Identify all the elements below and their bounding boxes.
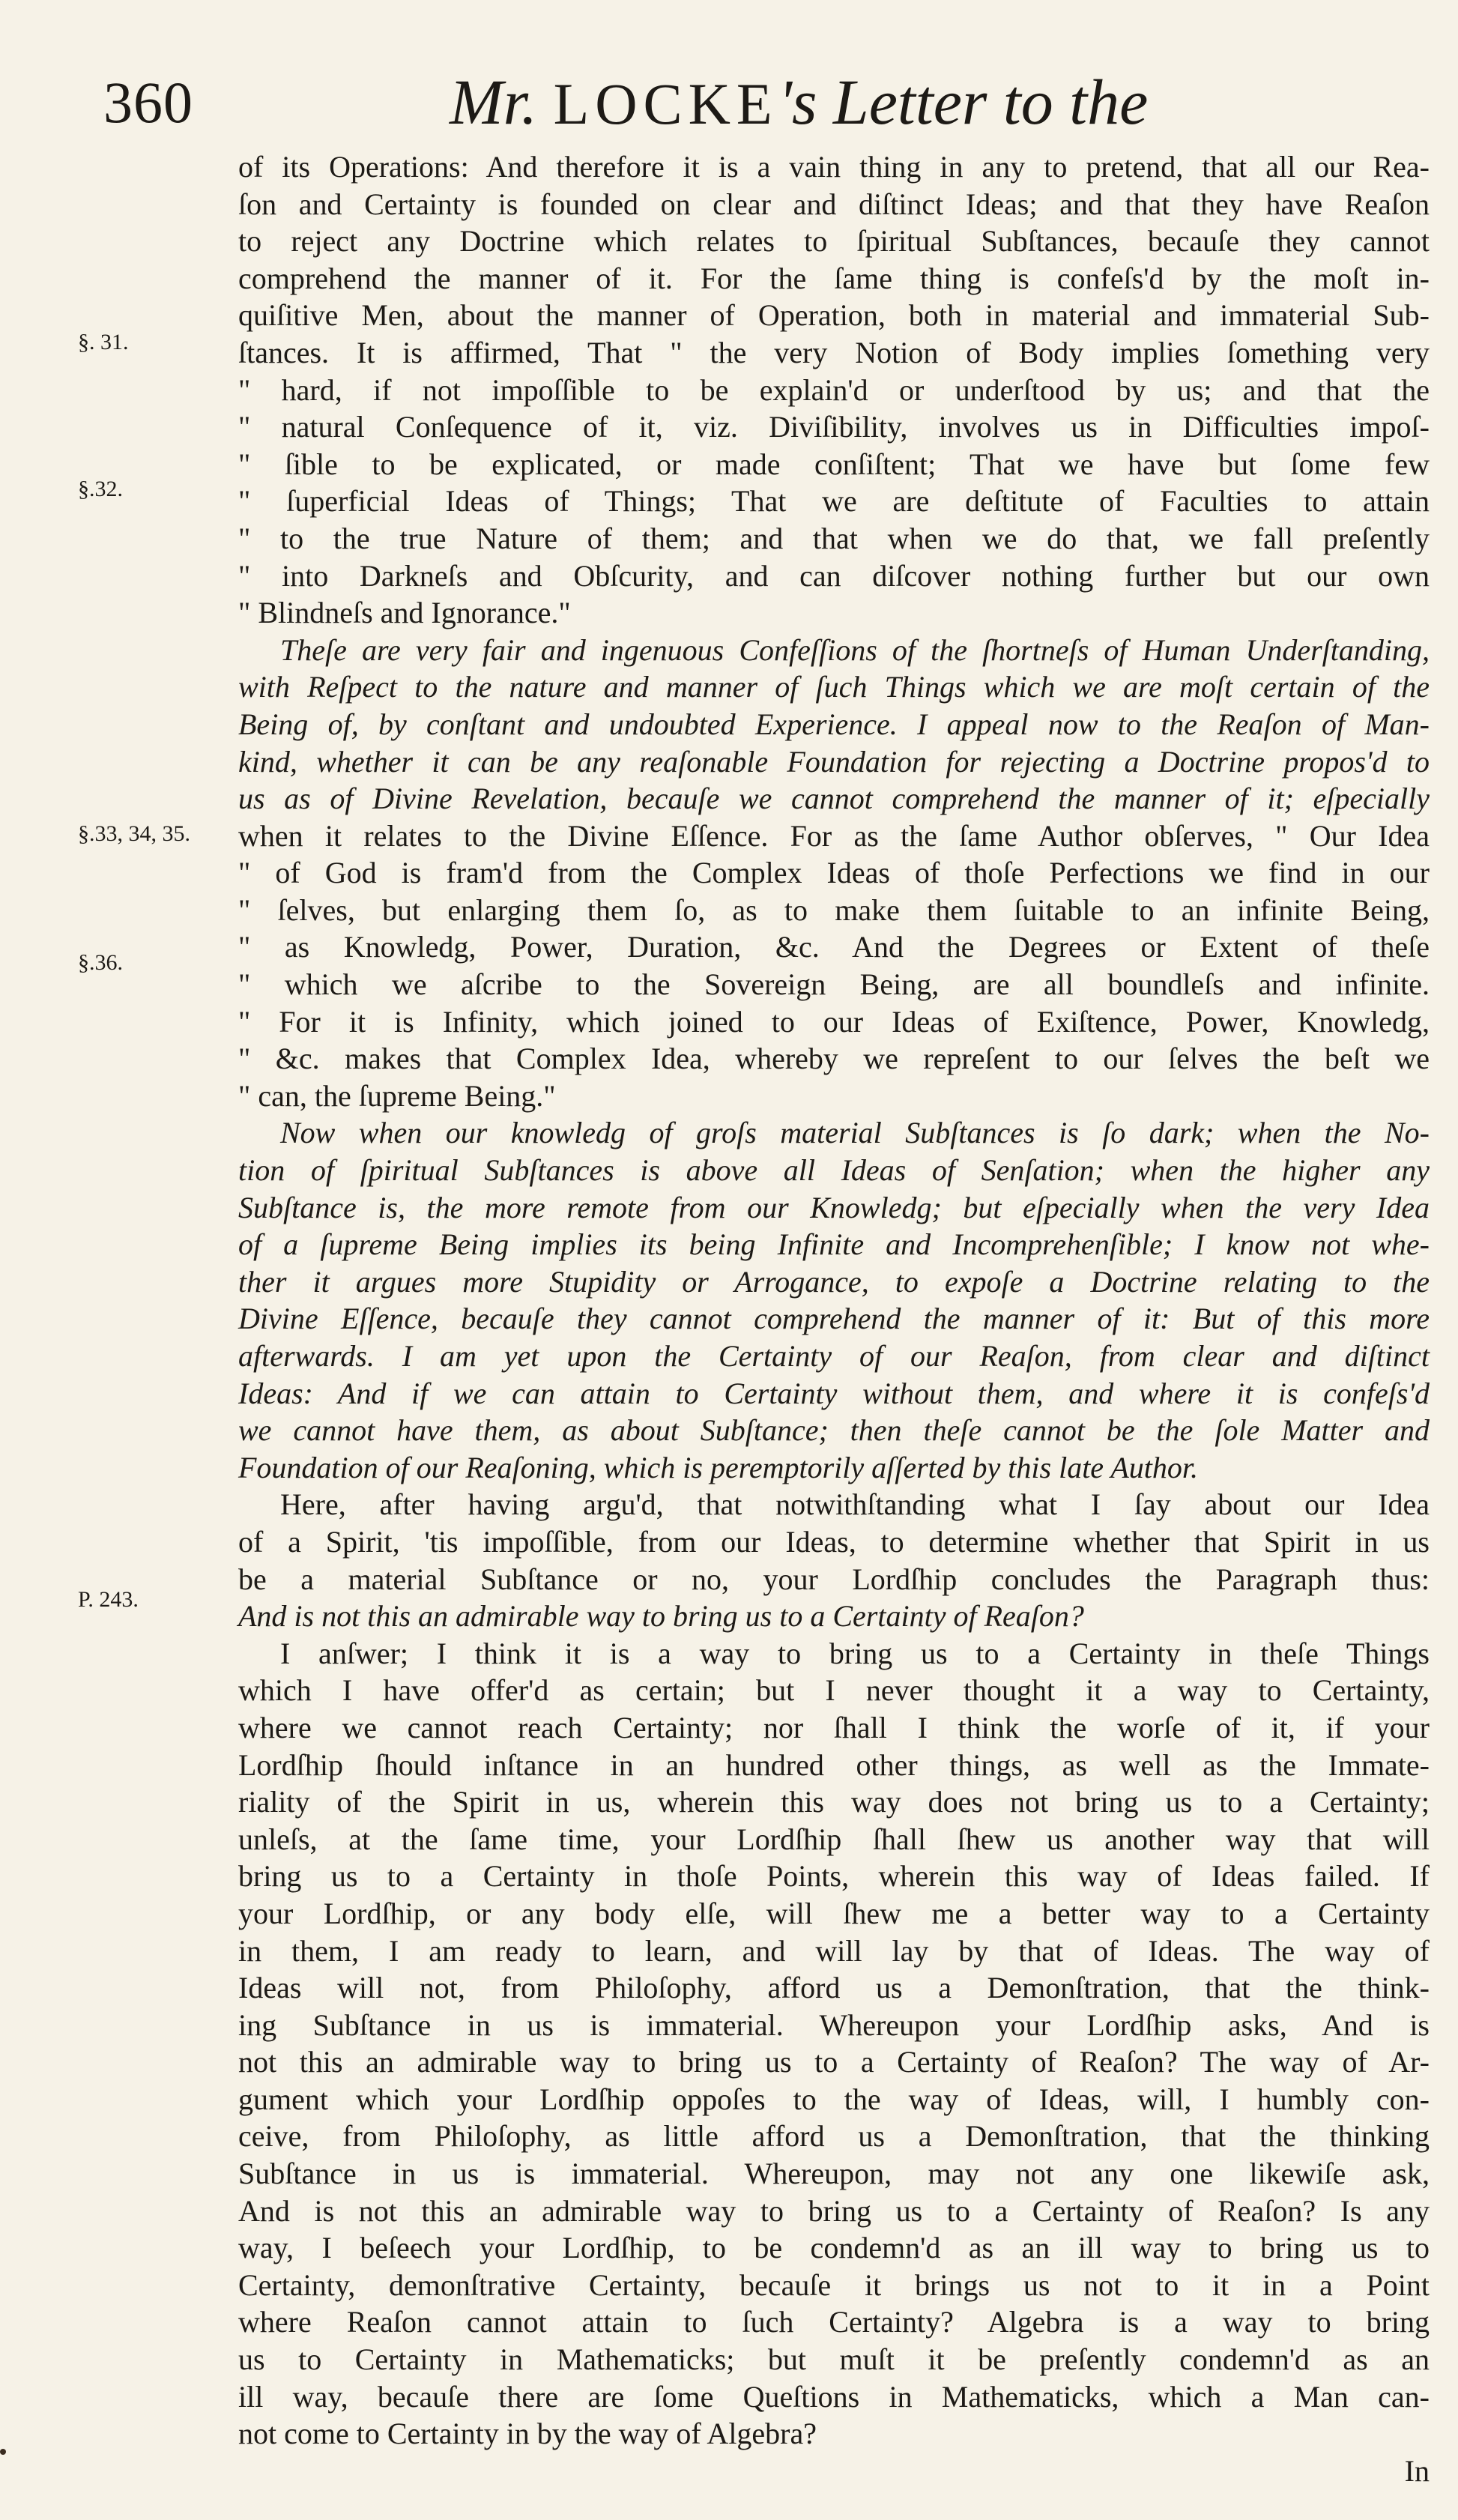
margin-note-s33-35: §.33, 34, 35. bbox=[78, 821, 190, 846]
text-line: unleſs, at the ſame time, your Lordſhip ſhall ſhew us another way that will bbox=[238, 1822, 1430, 1856]
text-line: comprehend the manner of it. For the ſame thing is confeſs'd by the moſt in- bbox=[238, 261, 1430, 295]
text-line: " can, the ſupreme Being." bbox=[238, 1078, 556, 1113]
margin-note-s36: §.36. bbox=[78, 950, 123, 975]
text-line: " which we aſcribe to the Sovereign Being, are all boundleſs and infinite. bbox=[238, 967, 1430, 1002]
text-line: " For it is Infinity, which joined to our Ideas of Exiſtence, Power, Knowledg, bbox=[238, 1004, 1430, 1039]
text-line: not this an admirable way to bring us to a Certainty of Reaſon? The way of Ar- bbox=[238, 2045, 1430, 2079]
text-line: which I have offer'd as certain; but I never thought it a way to Certainty, bbox=[238, 1673, 1430, 1708]
text-line: " as Knowledg, Power, Duration, &c. And the Degrees or Extent of theſe bbox=[238, 930, 1430, 964]
running-head bbox=[450, 64, 1148, 139]
text-line: ſtances. It is affirmed, That " the very Notion of Body implies ſomething very bbox=[238, 335, 1430, 369]
text-line: " of God is fram'd from the Complex Ideas of thoſe Perfections we find in our bbox=[238, 856, 1430, 890]
text-line: afterwards. I am yet upon the Certainty of our Reaſon, from clear and diſtinct bbox=[238, 1339, 1430, 1373]
text-line: tion of ſpiritual Subſtances is above all Ideas of Senſation; when the higher any bbox=[238, 1153, 1430, 1188]
text-line: Theſe are very fair and ingenuous Confeſſions of the ſhortneſs of Human Underſtanding, bbox=[280, 632, 1430, 667]
text-line: Being of, by conſtant and undoubted Experience. I appeal now to the Reaſon of Man- bbox=[238, 707, 1430, 741]
running-head-prefix: Mr. bbox=[450, 66, 554, 138]
text-line: Ideas will not, from Philoſophy, afford us a Demonſtration, that the think- bbox=[238, 1971, 1430, 2005]
text-line: And is not this an admirable way to bring us to a Certainty of Reaſon? bbox=[238, 1599, 1084, 1634]
text-line: where Reaſon cannot attain to ſuch Certainty? Algebra is a way to bring bbox=[238, 2305, 1430, 2339]
text-line: bring us to a Certainty in thoſe Points, wherein this way of Ideas failed. If bbox=[238, 1859, 1430, 1894]
text-line: of a Spirit, 'tis impoſſible, from our Ideas, to determine whether that Spirit in us bbox=[238, 1524, 1430, 1559]
text-line: when it relates to the Divine Eſſence. For as the ſame Author obſerves, " Our Idea bbox=[238, 818, 1430, 853]
text-line: ther it argues more Stupidity or Arrogance, to expoſe a Doctrine relating to the bbox=[238, 1264, 1430, 1299]
paragraph-5 bbox=[238, 1635, 1430, 2453]
text-line: of its Operations: And therefore it is a vain thing in any to pretend, that all our Rea- bbox=[238, 150, 1430, 184]
text-line: kind, whether it can be any reaſonable Foundation for rejecting a Doctrine propos'd to bbox=[238, 744, 1430, 779]
text-line: with Reſpect to the nature and manner of ſuch Things which we are moſt certain of the bbox=[238, 670, 1430, 704]
text-line: Ideas: And if we can attain to Certainty without them, and where it is confeſs'd bbox=[238, 1376, 1430, 1410]
paragraph-3 bbox=[238, 1114, 1430, 1486]
text-line: be a material Subſtance or no, your Lordſhip concludes the Paragraph thus: bbox=[238, 1562, 1430, 1596]
text-line: gument which your Lordſhip oppoſes to the way of Ideas, will, I humbly con- bbox=[238, 2082, 1430, 2116]
text-line: Lordſhip ſhould inſtance in an hundred other things, as well as the Immate- bbox=[238, 1747, 1430, 1782]
text-line: ceive, from Philoſophy, as little afford us a Demonſtration, that the thinking bbox=[238, 2119, 1430, 2154]
text-line: us to Certainty in Mathematicks; but muſt it be preſently condemn'd as an bbox=[238, 2342, 1430, 2377]
text-line: " &c. makes that Complex Idea, whereby we repreſent to our ſelves the beſt we bbox=[238, 1042, 1430, 1076]
text-line: " ſuperficial Ideas of Things; That we are deſtitute of Faculties to attain bbox=[238, 484, 1430, 519]
text-line: " hard, if not impoſſible to be explain'd or underſtood by us; and that the bbox=[238, 372, 1430, 407]
text-line: quiſitive Men, about the manner of Operation, both in material and immaterial Sub- bbox=[238, 298, 1430, 333]
text-line: in them, I am ready to learn, and will lay by that of Ideas. The way of bbox=[238, 1933, 1430, 1968]
paragraph-1 bbox=[238, 148, 1430, 632]
text-line: " into Darkneſs and Obſcurity, and can diſcover nothing further but our own bbox=[238, 558, 1430, 593]
text-line: Now when our knowledg of groſs material Subſtances is ſo dark; when the No- bbox=[280, 1116, 1430, 1150]
page-body bbox=[238, 148, 1430, 2489]
text-line: ill way, becauſe there are ſome Queſtions in Mathematicks, which a Man can- bbox=[238, 2379, 1430, 2414]
margin-note-p243: P. 243. bbox=[78, 1587, 139, 1612]
text-line: " ſelves, but enlarging them ſo, as to make them ſuitable to an infinite Being, bbox=[238, 892, 1430, 927]
text-line: ing Subſtance in us is immaterial. Whereupon your Lordſhip asks, And is bbox=[238, 2007, 1430, 2042]
text-line: Subſtance is, the more remote from our Knowledg; but eſpecially when the very Idea bbox=[238, 1190, 1430, 1224]
text-line: " Blindneſs and Ignorance." bbox=[238, 596, 571, 630]
text-line: your Lordſhip, or any body elſe, will ſhew me a better way to a Certainty bbox=[238, 1896, 1430, 1930]
text-line: And is not this an admirable way to bring us to a Certainty of Reaſon? Is any bbox=[238, 2193, 1430, 2228]
paragraph-4 bbox=[238, 1486, 1430, 1634]
page-edge-mark bbox=[0, 2449, 6, 2455]
text-line: us as of Divine Revelation, becauſe we cannot comprehend the manner of it; eſpecially bbox=[238, 782, 1430, 816]
text-line: way, I beſeech your Lordſhip, to be condemn'd as an ill way to bring us to bbox=[238, 2231, 1430, 2265]
running-head-caps: LOCKE bbox=[553, 71, 778, 136]
text-line: Here, after having argu'd, that notwithſtanding what I ſay about our Idea bbox=[280, 1487, 1430, 1522]
text-line: " ſible to be explicated, or made conſiſtent; That we have but ſome few bbox=[238, 447, 1430, 481]
text-line: where we cannot reach Certainty; nor ſhall I think the worſe of it, if your bbox=[238, 1710, 1430, 1744]
text-line: to reject any Doctrine which relates to ſpiritual Subſtances, becauſe they cannot bbox=[238, 224, 1430, 259]
text-line: Divine Eſſence, becauſe they cannot comprehend the manner of it: But of this more bbox=[238, 1302, 1430, 1336]
text-line: " natural Conſequence of it, viz. Diviſibility, involves us in Difficulties impoſ- bbox=[238, 410, 1430, 444]
text-line: we cannot have them, as about Subſtance; then theſe cannot be the ſole Matter and bbox=[238, 1413, 1430, 1448]
page-number: 360 bbox=[103, 70, 193, 135]
text-line: I anſwer; I think it is a way to bring us to a Certainty in theſe Things bbox=[280, 1636, 1430, 1670]
text-line: not come to Certainty in by the way of Algebra? bbox=[238, 2417, 817, 2451]
paragraph-2 bbox=[238, 632, 1430, 1115]
text-line: Foundation of our Reaſoning, which is peremptorily aſſerted by this late Author. bbox=[238, 1450, 1199, 1484]
catchword: In bbox=[1404, 2453, 1430, 2488]
text-line: ſon and Certainty is founded on clear and diſtinct Ideas; and that they have Reaſon bbox=[238, 187, 1430, 221]
margin-note-s31: §. 31. bbox=[78, 330, 129, 354]
text-line: of a ſupreme Being implies its being Infinite and Incomprehenſible; I know not whe- bbox=[238, 1227, 1430, 1262]
running-head-suffix: 's Letter to the bbox=[778, 66, 1149, 138]
margin-note-s32: §.32. bbox=[78, 477, 123, 501]
text-line: " to the true Nature of them; and that when we do that, we fall preſently bbox=[238, 521, 1430, 555]
text-line: Subſtance in us is immaterial. Whereupon, may not any one likewiſe ask, bbox=[238, 2157, 1430, 2191]
text-line: riality of the Spirit in us, wherein this way does not bring us to a Certainty; bbox=[238, 1785, 1430, 1819]
text-line: Certainty, demonſtrative Certainty, becauſe it brings us not to it in a Point bbox=[238, 2267, 1430, 2302]
